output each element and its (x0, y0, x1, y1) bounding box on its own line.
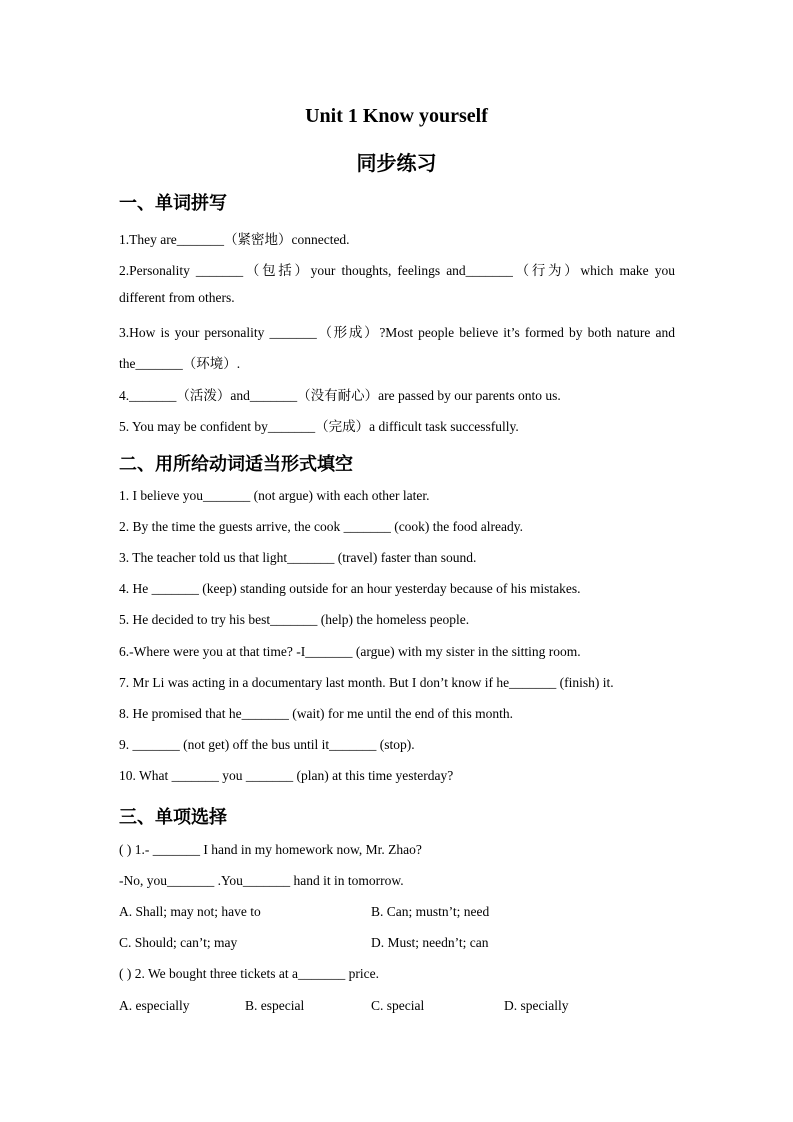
verb-question: 8. He promised that he_______ (wait) for me until the end of this month. (119, 706, 514, 721)
verb-question: 2. By the time the guests arrive, the cook _______ (cook) the food already. (119, 519, 524, 534)
page-title: Unit 1 Know yourself (305, 105, 488, 127)
choice-question-2-option-b: B. especial (245, 998, 305, 1013)
choice-question-2-option-a: A. especially (119, 998, 190, 1013)
choice-question-1-option-b: B. Can; mustn’t; need (371, 904, 490, 919)
verb-question: 7. Mr Li was acting in a documentary last month. But I don’t know if he_______ (finish) it. (119, 675, 614, 690)
verb-question: 5. He decided to try his best_______ (help) the homeless people. (119, 612, 470, 627)
page-subtitle: 同步练习 (356, 151, 437, 175)
verb-question: 4. He _______ (keep) standing outside for an hour yesterday because of his mistakes. (119, 581, 581, 596)
choice-question-1-option-a: A. Shall; may not; have to (119, 904, 261, 919)
choice-question-1-stem: ( ) 1.- _______ I hand in my homework now, Mr. Zhao? (119, 842, 422, 857)
verb-question: 10. What _______ you _______ (plan) at this time yesterday? (119, 768, 454, 783)
choice-question-2-option-c: C. special (371, 998, 425, 1013)
choice-question-1-line-2: -No, you_______ .You_______ hand it in tomorrow. (119, 873, 404, 888)
section-heading-verb-forms: 二、用所给动词适当形式填空 (119, 454, 353, 475)
spelling-question-3-line-2: the_______（环境）. (119, 356, 241, 371)
verb-question: 9. _______ (not get) off the bus until it_______ (stop). (119, 737, 415, 752)
section-heading-multiple-choice: 三、单项选择 (119, 807, 227, 828)
section-heading-spelling: 一、单词拼写 (119, 193, 227, 214)
spelling-question-4: 4._______（活泼）and_______（没有耐心）are passed by our parents onto us. (119, 388, 561, 403)
verb-question: 3. The teacher told us that light_______ (travel) faster than sound. (119, 550, 477, 565)
spelling-question-1: 1.They are_______（紧密地）connected. (119, 232, 350, 247)
verb-question: 1. I believe you_______ (not argue) with each other later. (119, 488, 430, 503)
spelling-question-2-line-1: 2.Personality _______（包括）your thoughts, feelings and_______（行为）which make you (119, 263, 675, 278)
verb-question: 6.-Where were you at that time? -I_______ (argue) with my sister in the sitting room. (119, 644, 581, 659)
choice-question-2-option-d: D. specially (504, 998, 569, 1013)
choice-question-1-option-d: D. Must; needn’t; can (371, 935, 489, 950)
spelling-question-3-line-1: 3.How is your personality _______（形成）?Most people believe it’s formed by both nature and (119, 325, 675, 340)
spelling-question-5: 5. You may be confident by_______（完成）a difficult task successfully. (119, 419, 519, 434)
choice-question-2-stem: ( ) 2. We bought three tickets at a_______ price. (119, 966, 379, 981)
spelling-question-2-line-2: different from others. (119, 290, 235, 305)
choice-question-1-option-c: C. Should; can’t; may (119, 935, 238, 950)
